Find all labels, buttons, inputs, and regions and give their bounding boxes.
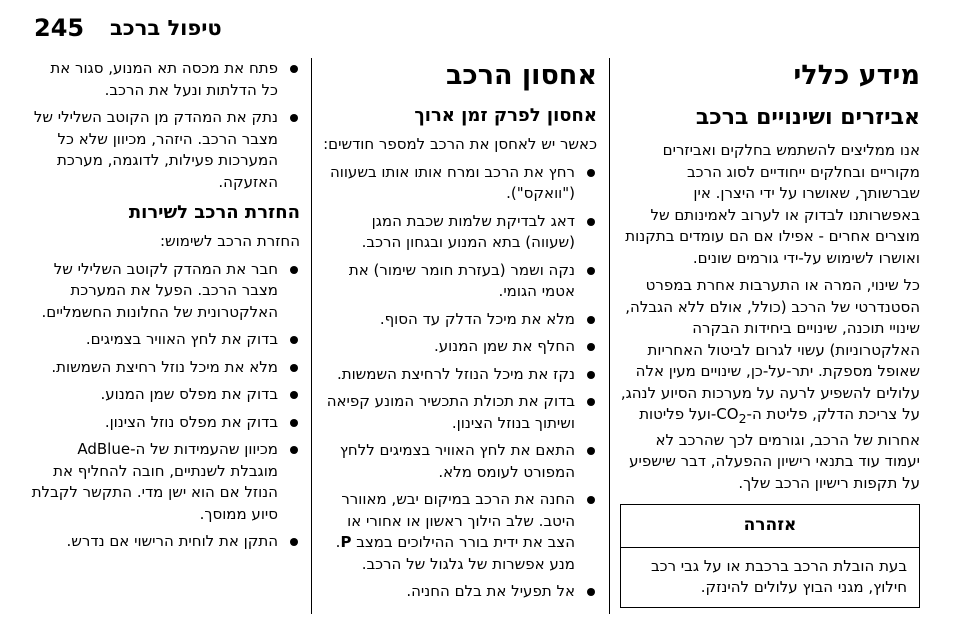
list-item: בדוק את מפלס שמן המנוע.	[30, 384, 300, 406]
list-item: אל תפעיל את בלם החניה.	[322, 581, 597, 603]
list-item: בדוק את מפלס נוזל הצינון.	[30, 412, 300, 434]
warning-text: בעת הובלת הרכב ברכבת או על גבי רכב חילוץ, מגני הבוץ עלולים להינזק.	[650, 556, 907, 596]
list-item: נקה ושמר (בעזרת חומר שימור) את אטמי הגומי.	[322, 260, 597, 303]
page-number: 245	[34, 14, 85, 42]
return-list	[30, 259, 300, 553]
list-item: מכיוון שהעמידות של ה-AdBlue מוגבלת לשנתיים, חובה להחליף את הנוזל אם הוא ישן מדי. התקשר לקבלת סיוע ממוסך.	[30, 439, 300, 525]
gear-p: P	[340, 533, 352, 551]
section-title-storage: אחסון הרכב	[445, 60, 597, 91]
column-general-info	[620, 58, 920, 608]
subtitle-return-to-service: החזרת הרכב לשירות	[128, 202, 300, 223]
list-item: בדוק את לחץ האוויר בצמיגים.	[30, 329, 300, 351]
warning-box	[620, 504, 920, 608]
list-item: רחץ את הרכב ומרח אותו אותו בשעווה ("וואקס").	[322, 162, 597, 205]
storage-list-continued	[30, 58, 300, 193]
return-intro: החזרת הרכב לשימוש:	[160, 232, 300, 250]
list-item: פתח את מכסה תא המנוע, סגור את כל הדלתות ונעל את הרכב.	[30, 58, 300, 101]
co2-formula: $CO_2$	[716, 405, 747, 426]
warning-title: אזהרה	[621, 505, 919, 548]
column-divider	[311, 58, 312, 614]
list-item: דאג לבדיקת שלמות שכבת המגן (שעווה) בתא המנוע ובגחון הרכב.	[322, 211, 597, 254]
list-item: חבר את המהדק לקוטב השלילי של מצבר הרכב. הפעל את המערכת האלקטרונית של החלונות החשמליים.	[30, 259, 300, 324]
section-title-general-info: מידע כללי	[793, 60, 920, 91]
subtitle-long-term-storage: אחסון לפרק זמן ארוך	[414, 105, 597, 126]
storage-intro: כאשר יש לאחסן את הרכב למספר חודשים:	[323, 135, 597, 153]
list-item: התאם את לחץ האוויר בצמיגים ללחץ המפורט לעומס מלא.	[322, 440, 597, 483]
column-storage	[322, 58, 597, 609]
list-item: נתק את המהדק מן הקוטב השלילי של מצבר הרכב. היזהר, מכיוון שלא כל המערכות פעילות, לדוגמה, מערכת האזעקה.	[30, 107, 300, 193]
list-item: מלא את מיכל הדלק עד הסוף.	[322, 309, 597, 331]
list-item: בדוק את תכולת התכשיר המונע קפיאה ושיתוך בנוזל הצינון.	[322, 391, 597, 434]
paragraph-modifications: כל שינוי, המרה או התערבות אחרת במפרט הסטנדרטי של הרכב (כולל, אולם ללא הגבלה, שינויי תוכנה, שינויים ביחידות הבקרה האלקטרוניות) עשוי לגרום לביטול האחריות שאופל מספקת. יתר-על-כן, שינויים מעין אלה עלולים להשפיע לרעה על מערכות הסיוע לנהג, על צריכת הדלק, פליטת $ה-CO_2$-ועל פליטות אחרות של הרכב, וגורמים לכך שהרכב לא יעמוד עוד בתנאי רישיון ההפעלה, דבר שישפיע על תקפות רישיון הרכב שלך.	[620, 276, 920, 492]
list-item: נקז את מיכל הנוזל לרחיצת השמשות.	[322, 364, 597, 386]
column-divider	[609, 58, 610, 614]
paragraph-original-parts: אנו ממליצים להשתמש בחלקים ואביזרים מקוריים ובחלקים ייחודיים לסוג הרכב שברשותך, שאושרו על ידי היצרן. אין באפשרותנו לבדוק או לערוב לאמינותם של מוצרים אחרים - אפילו אם הם עומדים בתקנות ואושרו לשימוש על-ידי גורמים שונים.	[625, 141, 920, 267]
list-item: החלף את שמן המנוע.	[322, 336, 597, 358]
page-header	[0, 0, 960, 44]
list-item: החנה את הרכב במיקום יבש, מאוורר היטב. שלב הילוך ראשון או אחורי או הצב את ידית בורר ההילוכים במצב P. מנע אפשרות של גלגול של הרכב.	[322, 489, 597, 575]
subtitle-accessories: אביזרים ושינויים ברכב	[695, 105, 920, 130]
storage-list	[322, 162, 597, 603]
list-item: מלא את מיכל נוזל רחיצת השמשות.	[30, 357, 300, 379]
column-return-to-service	[30, 58, 300, 559]
list-item: התקן את לוחית הרישוי אם נדרש.	[30, 531, 300, 553]
running-title: טיפול ברכב	[110, 16, 222, 40]
